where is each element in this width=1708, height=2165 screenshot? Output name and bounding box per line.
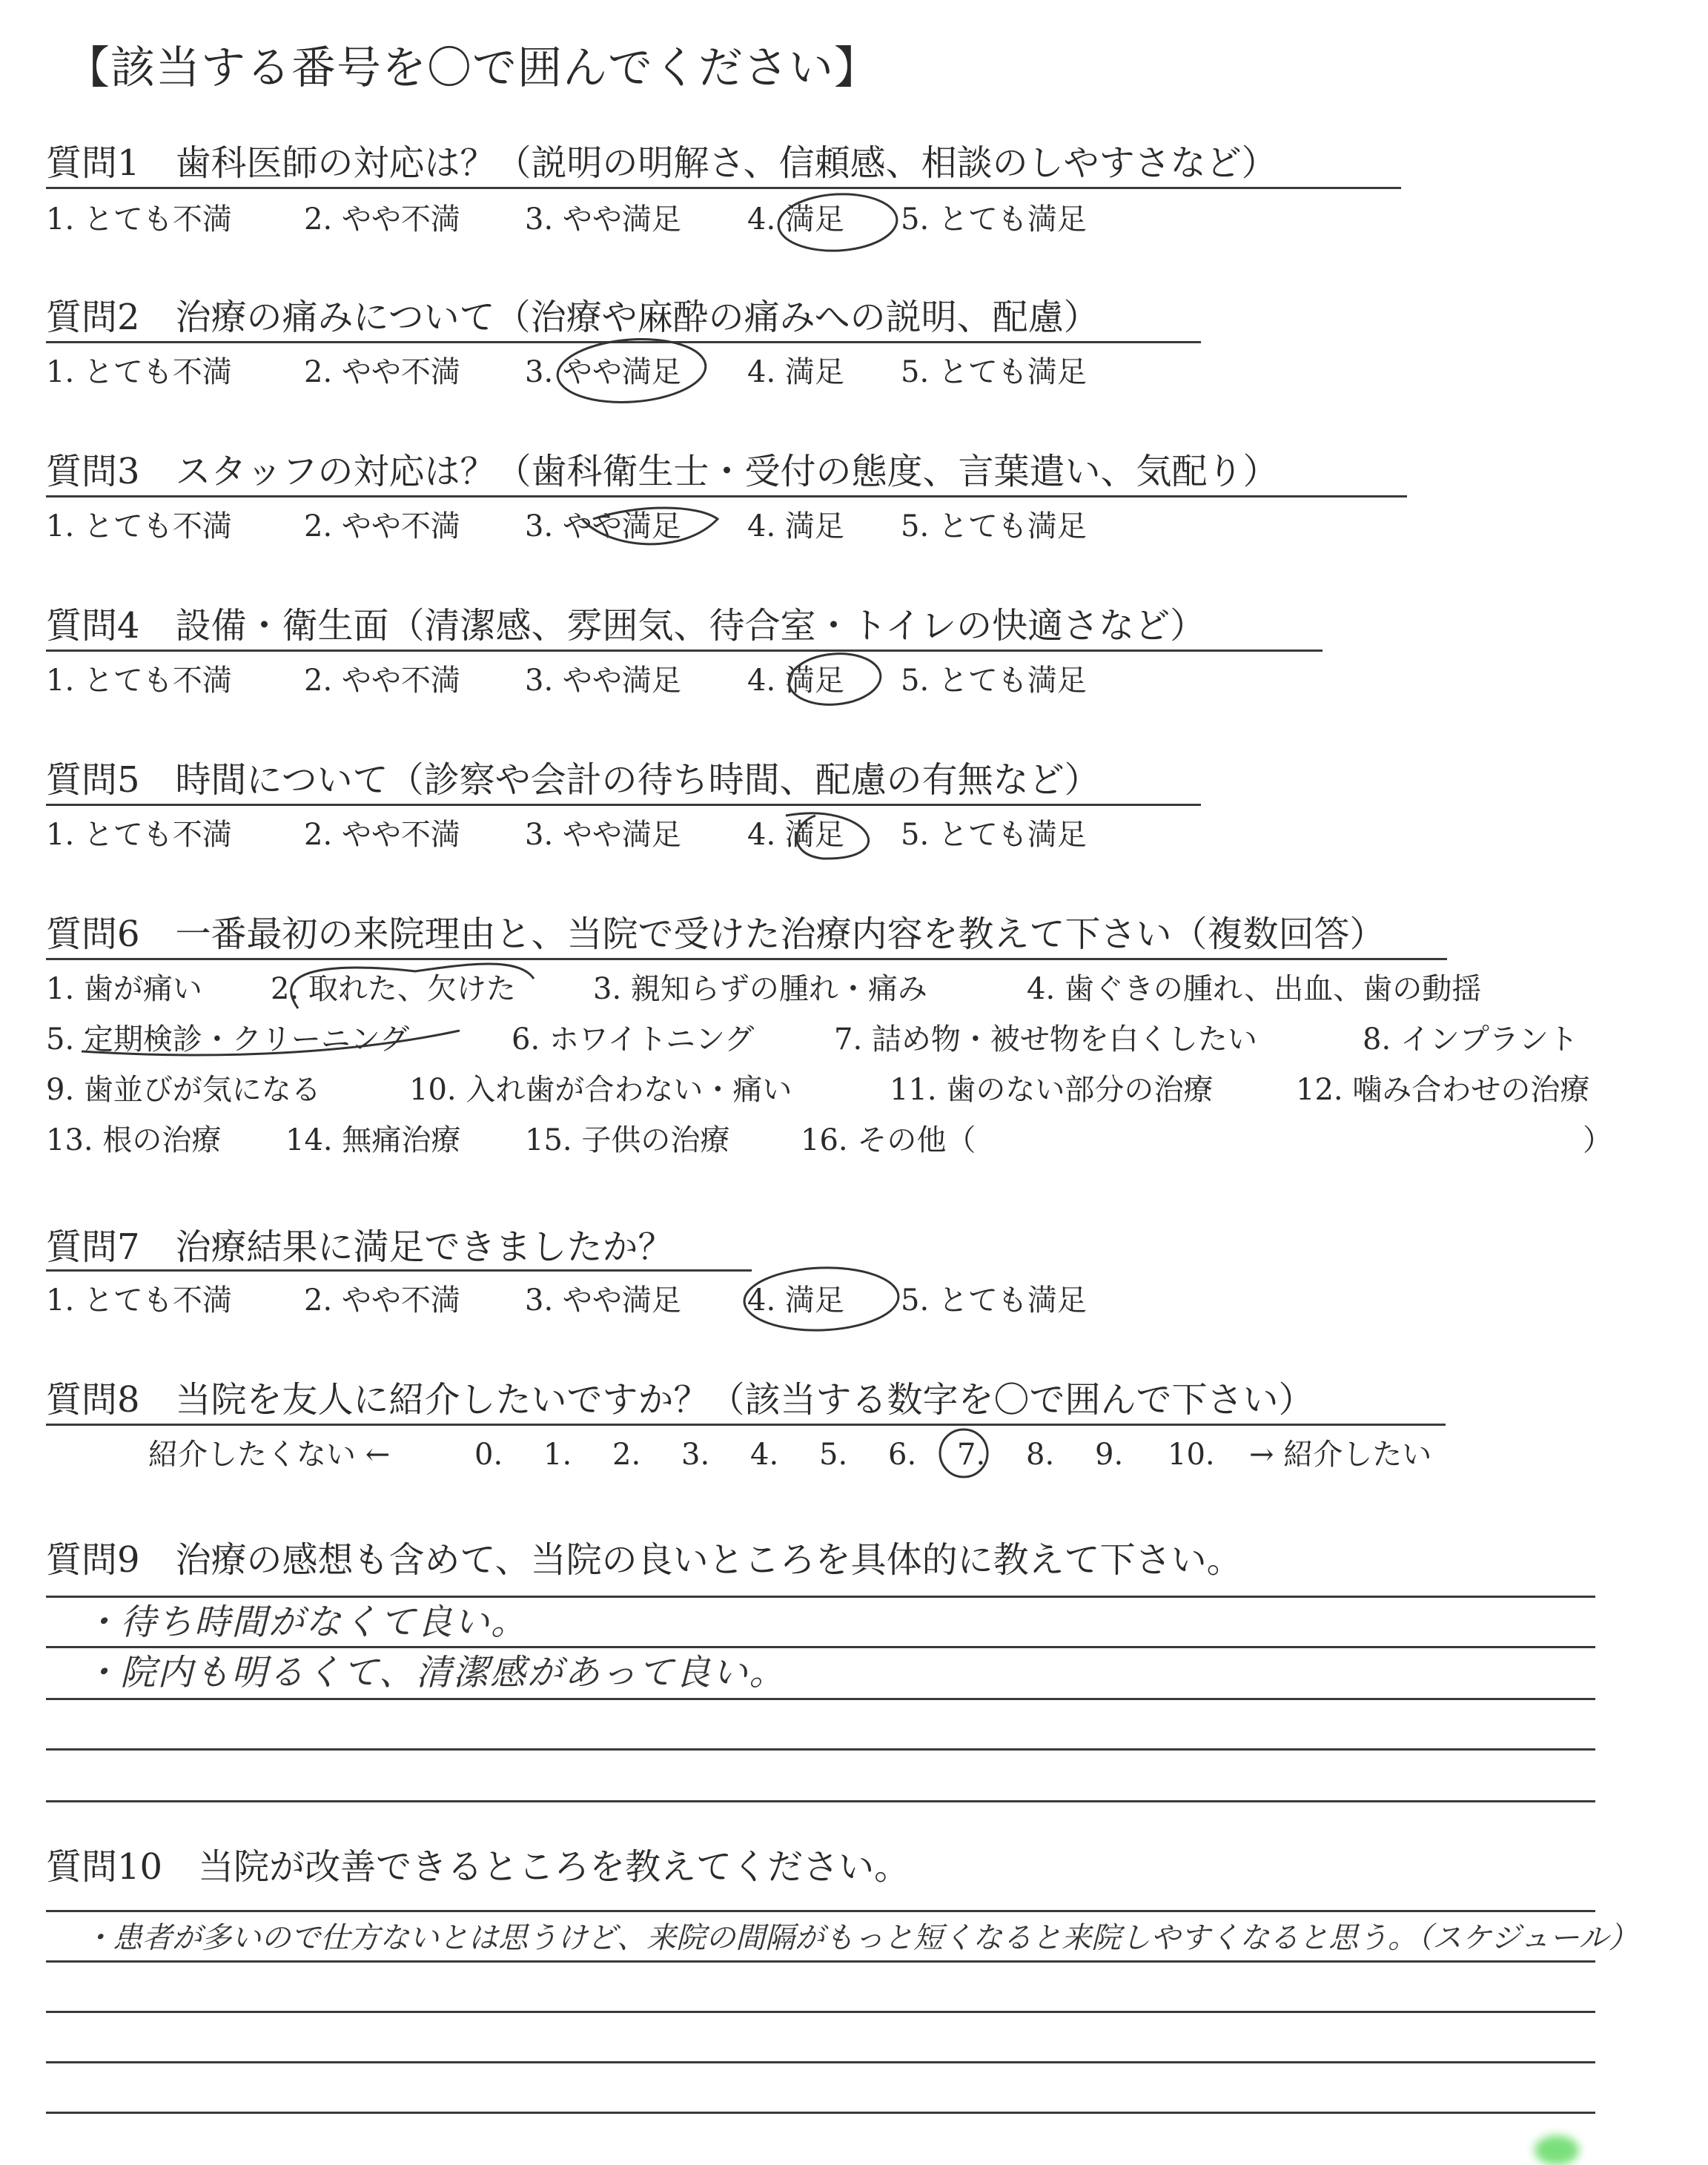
q6-option-11[interactable]: 11. 歯のない部分の治療 bbox=[890, 1073, 1214, 1107]
q1-option-1[interactable]: 1. とても不満 bbox=[46, 202, 232, 237]
q8-scale-7[interactable]: 7. bbox=[957, 1438, 986, 1472]
q5-option-3[interactable]: 3. やや満足 bbox=[525, 818, 681, 852]
question-2-heading: 質問2 治療の痛みについて（治療や麻酔の痛みへの説明、配慮） bbox=[46, 297, 1099, 338]
q8-right-label: → 紹介したい bbox=[1249, 1438, 1432, 1472]
q6-option-15[interactable]: 15. 子供の治療 bbox=[525, 1123, 730, 1157]
q3-option-2[interactable]: 2. やや不満 bbox=[304, 509, 460, 543]
q4-option-4[interactable]: 4. 満足 bbox=[747, 664, 844, 698]
q9-answer-line-5 bbox=[46, 1800, 1595, 1802]
q10-answer-line-4 bbox=[46, 2061, 1595, 2063]
q2-option-5[interactable]: 5. とても満足 bbox=[901, 355, 1087, 389]
q3-option-5[interactable]: 5. とても満足 bbox=[901, 509, 1087, 543]
q7-option-4[interactable]: 4. 満足 bbox=[747, 1283, 844, 1318]
q4-option-2[interactable]: 2. やや不満 bbox=[304, 664, 460, 698]
q2-option-3[interactable]: 3. やや満足 bbox=[525, 355, 681, 389]
question-3-heading: 質問3 スタッフの対応は？（歯科衛生士・受付の態度、言葉遣い、気配り） bbox=[46, 451, 1279, 492]
q6-option-16[interactable]: 16. その他（ bbox=[801, 1123, 976, 1157]
q1-option-4[interactable]: 4. 満足 bbox=[747, 202, 844, 237]
q7-option-2[interactable]: 2. やや不満 bbox=[304, 1283, 460, 1318]
q10-answer-1[interactable]: ・患者が多いので仕方ないとは思うけど、来院の間隔がもっと短くなると来院しやすくなると思う。（スケジュール） bbox=[83, 1921, 1638, 1955]
q6-option-5[interactable]: 5. 定期検診・クリーニング bbox=[46, 1022, 410, 1057]
q5-option-1[interactable]: 1. とても不満 bbox=[46, 818, 232, 852]
q8-scale-3[interactable]: 3. bbox=[681, 1438, 710, 1472]
question-5-heading: 質問5 時間について（診察や会計の待ち時間、配慮の有無など） bbox=[46, 759, 1100, 801]
q8-scale-5[interactable]: 5. bbox=[819, 1438, 848, 1472]
q2-option-1[interactable]: 1. とても不満 bbox=[46, 355, 232, 389]
q8-scale-4[interactable]: 4. bbox=[750, 1438, 779, 1472]
q9-answer-line-1 bbox=[46, 1596, 1595, 1598]
q4-option-1[interactable]: 1. とても不満 bbox=[46, 664, 232, 698]
q1-option-5[interactable]: 5. とても満足 bbox=[901, 202, 1087, 237]
question-6-heading: 質問6 一番最初の来院理由と、当院で受けた治療内容を教えて下さい（複数回答） bbox=[46, 913, 1386, 955]
q6-option-7[interactable]: 7. 詰め物・被せ物を白くしたい bbox=[834, 1022, 1257, 1057]
q5-option-4[interactable]: 4. 満足 bbox=[747, 818, 844, 852]
q7-option-3[interactable]: 3. やや満足 bbox=[525, 1283, 681, 1318]
q8-scale-10[interactable]: 10. bbox=[1168, 1438, 1215, 1472]
question-4-heading: 質問4 設備・衛生面（清潔感、雰囲気、待合室・トイレの快適さなど） bbox=[46, 605, 1206, 647]
q1-option-2[interactable]: 2. やや不満 bbox=[304, 202, 460, 237]
question-6-underline bbox=[46, 958, 1447, 960]
q8-scale-2[interactable]: 2. bbox=[612, 1438, 641, 1472]
q9-answer-line-4 bbox=[46, 1748, 1595, 1751]
question-5-underline bbox=[46, 804, 1201, 806]
q8-scale-9[interactable]: 9. bbox=[1095, 1438, 1124, 1472]
q8-scale-0[interactable]: 0. bbox=[474, 1438, 503, 1472]
q4-option-3[interactable]: 3. やや満足 bbox=[525, 664, 681, 698]
question-4-underline bbox=[46, 650, 1323, 652]
q6-option-1[interactable]: 1. 歯が痛い bbox=[46, 972, 202, 1006]
q4-option-5[interactable]: 5. とても満足 bbox=[901, 664, 1087, 698]
question-9-heading: 質問9 治療の感想も含めて、当院の良いところを具体的に教えて下さい。 bbox=[46, 1539, 1242, 1581]
q3-option-4[interactable]: 4. 満足 bbox=[747, 509, 844, 543]
q9-answer-line-3 bbox=[46, 1698, 1595, 1700]
q10-answer-line-5 bbox=[46, 2112, 1595, 2114]
question-2-underline bbox=[46, 341, 1201, 343]
question-3-underline bbox=[46, 495, 1407, 498]
q6-option-13[interactable]: 13. 根の治療 bbox=[46, 1123, 222, 1157]
question-7-underline bbox=[46, 1269, 752, 1272]
q1-option-3[interactable]: 3. やや満足 bbox=[525, 202, 681, 237]
page-title: 【該当する番号を〇で囲んでください】 bbox=[65, 42, 879, 94]
q8-scale-8[interactable]: 8. bbox=[1026, 1438, 1055, 1472]
q6-option-12[interactable]: 12. 噛み合わせの治療 bbox=[1296, 1073, 1590, 1107]
q6-other-close-paren: ） bbox=[1583, 1123, 1612, 1157]
q3-option-1[interactable]: 1. とても不満 bbox=[46, 509, 232, 543]
question-8-heading: 質問8 当院を友人に紹介したいですか？（該当する数字を〇で囲んで下さい） bbox=[46, 1379, 1314, 1421]
q3-option-3[interactable]: 3. やや満足 bbox=[525, 509, 681, 543]
question-10-heading: 質問10 当院が改善できるところを教えてください。 bbox=[46, 1846, 910, 1888]
q6-option-10[interactable]: 10. 入れ歯が合わない・痛い bbox=[409, 1073, 792, 1107]
q9-answer-line-2 bbox=[46, 1646, 1595, 1648]
q6-option-9[interactable]: 9. 歯並びが気になる bbox=[46, 1073, 321, 1107]
q9-answer-1[interactable]: ・待ち時間がなくて良い。 bbox=[83, 1602, 529, 1643]
question-7-heading: 質問7 治療結果に満足できましたか？ bbox=[46, 1226, 674, 1268]
q6-option-14[interactable]: 14. 無痛治療 bbox=[285, 1123, 461, 1157]
q8-left-label: 紹介したくない ← bbox=[148, 1438, 391, 1472]
q7-option-1[interactable]: 1. とても不満 bbox=[46, 1283, 232, 1318]
question-1-heading: 質問1 歯科医師の対応は？（説明の明解さ、信頼感、相談のしやすさなど） bbox=[46, 142, 1277, 184]
question-8-underline bbox=[46, 1424, 1446, 1426]
green-marker-smudge bbox=[1535, 2135, 1579, 2165]
q2-option-4[interactable]: 4. 満足 bbox=[747, 355, 844, 389]
q2-option-2[interactable]: 2. やや不満 bbox=[304, 355, 460, 389]
question-1-underline bbox=[46, 187, 1401, 189]
q5-option-2[interactable]: 2. やや不満 bbox=[304, 818, 460, 852]
q6-option-8[interactable]: 8. インプラント bbox=[1363, 1022, 1578, 1057]
q6-option-3[interactable]: 3. 親知らずの腫れ・痛み bbox=[593, 972, 927, 1006]
q7-option-5[interactable]: 5. とても満足 bbox=[901, 1283, 1087, 1318]
q6-option-2[interactable]: 2. 取れた、欠けた bbox=[271, 972, 516, 1006]
q6-option-6[interactable]: 6. ホワイトニング bbox=[512, 1022, 755, 1057]
q9-answer-2[interactable]: ・院内も明るくて、清潔感があって良い。 bbox=[83, 1652, 787, 1693]
q6-option-4[interactable]: 4. 歯ぐきの腫れ、出血、歯の動揺 bbox=[1027, 972, 1482, 1006]
q10-answer-line-3 bbox=[46, 2011, 1595, 2013]
q5-option-5[interactable]: 5. とても満足 bbox=[901, 818, 1087, 852]
q8-scale-1[interactable]: 1. bbox=[543, 1438, 572, 1472]
q10-answer-line-2 bbox=[46, 1960, 1595, 1963]
q10-answer-line-1 bbox=[46, 1910, 1595, 1912]
q8-scale-6[interactable]: 6. bbox=[888, 1438, 917, 1472]
